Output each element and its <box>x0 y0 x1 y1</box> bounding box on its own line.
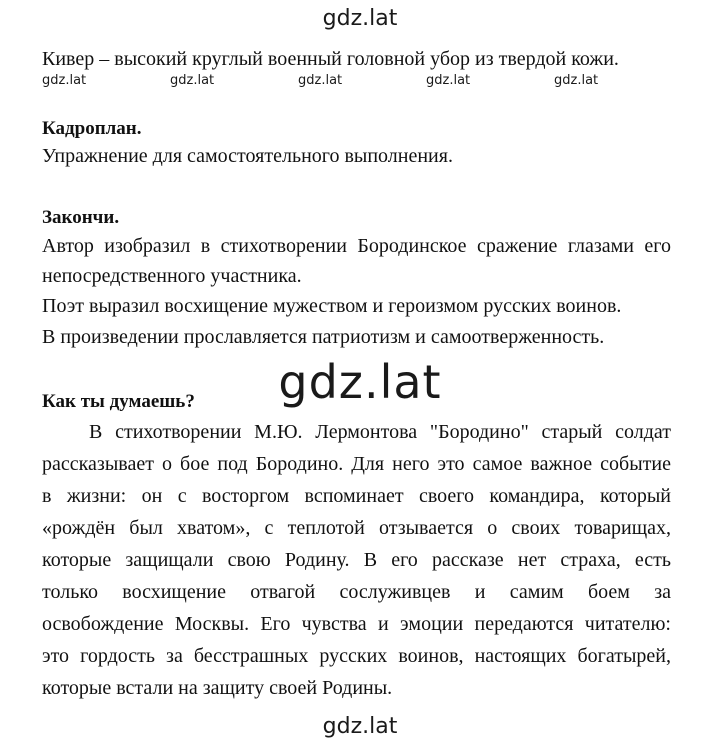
watermark-center: gdz.lat <box>278 355 442 409</box>
watermark-small: gdz.lat <box>42 73 87 88</box>
watermark-top: gdz.lat <box>322 6 398 31</box>
paragraph-line: Автор изобразил в стихотворении Бородинское сражение глазами его <box>42 235 671 257</box>
paragraph-line: Поэт выразил восхищение мужеством и героизмом русских воинов. <box>42 295 622 317</box>
watermark-small: gdz.lat <box>170 73 215 88</box>
section-heading: Закончи. <box>42 207 120 228</box>
paragraph-line: непосредственного участника. <box>42 265 302 287</box>
watermark-bottom: gdz.lat <box>322 714 398 739</box>
paragraph-line: это гордость за бесстрашных русских воинов, настоящих богатырей, <box>42 645 671 667</box>
paragraph-line: В произведении прославляется патриотизм и самоотверженность. <box>42 326 605 348</box>
paragraph-line: «рождён был хватом», с теплотой отзывается о своих товарищах, <box>42 517 671 539</box>
watermark-small: gdz.lat <box>554 73 599 88</box>
definition-text: Кивер – высокий круглый военный головной убор из твердой кожи. <box>42 48 619 70</box>
watermark-small: gdz.lat <box>298 73 343 88</box>
paragraph-line: Упражнение для самостоятельного выполнения. <box>42 145 453 167</box>
watermark-small: gdz.lat <box>426 73 471 88</box>
section-heading: Как ты думаешь? <box>42 391 195 412</box>
section-heading: Кадроплан. <box>42 118 142 139</box>
paragraph-line: в жизни: он с восторгом вспоминает своего командира, который <box>42 485 671 507</box>
paragraph-line: освобождение Москвы. Его чувства и эмоции передаются читателю: <box>42 613 671 635</box>
paragraph-line: только восхищение отвагой сослуживцев и самим боем за <box>42 581 671 603</box>
paragraph-line: которые встали на защиту своей Родины. <box>42 677 393 699</box>
paragraph-line: которые защищали свою Родину. В его рассказе нет страха, есть <box>42 549 671 571</box>
paragraph-line: рассказывает о бое под Бородино. Для него это самое важное событие <box>42 453 671 475</box>
paragraph-line: В стихотворении М.Ю. Лермонтова "Бородино" старый солдат <box>89 421 671 443</box>
